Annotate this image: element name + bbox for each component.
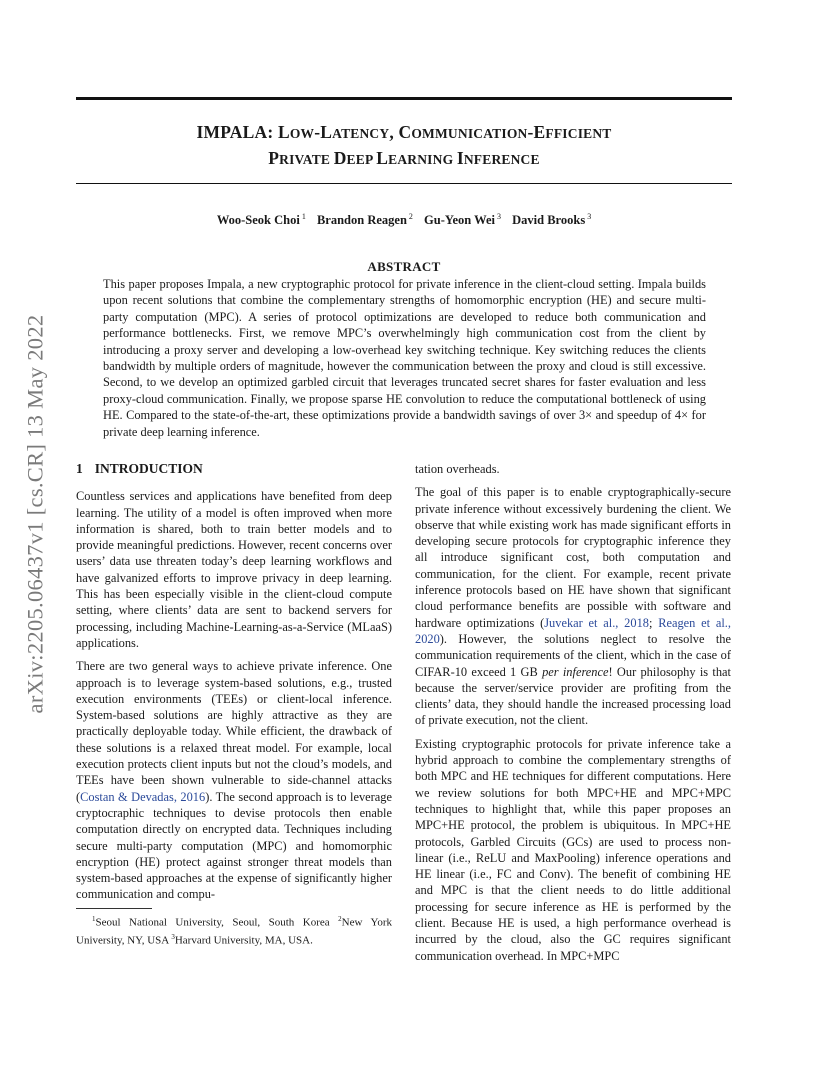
abstract-heading: ABSTRACT (367, 259, 441, 274)
title-segment: ATENCY (332, 126, 390, 141)
section-heading-introduction (76, 461, 392, 477)
arxiv-identifier-stamp: arXiv:2205.06437v1 [cs.CR] 13 May 2022 (22, 314, 47, 714)
title-segment: -E (527, 122, 546, 142)
author: Brandon Reagen $^2$ (316, 212, 413, 228)
section-title: INTRODUCTION (94, 461, 203, 476)
title-line-1 (196, 122, 611, 142)
title-line-2 (268, 148, 539, 168)
citation-link[interactable]: Costan & Devadas, 2016 (80, 789, 206, 804)
abstract-text: This paper proposes Impala, a new cryptographic protocol for private inference in the client-cloud setting. Impala builds upon recent solutions that combine the complementary strengths of homomorphic encryption (HE) and secure multi-party computation (MPC). A series of protocol optimizations are developed to reduce both communication and performance bottlenecks. First, we remove MPC’s overwhelmingly high communication cost from the client by introducing a proxy server and developing a low-overhead key switching technique. Key switching reduces the clients bandwidth by multiple orders of magnitude, however the communication between the proxy and cloud is still excessive. Second, to we develop an optimized garbled circuit that leverages truncated secret shares for faster evaluation and less proxy-cloud communication. Finally, we propose sparse HE convolution to reduce the computational bottleneck of using HE. Compared to the state-of-the-art, these optimizations provide a bandwidth savings of over 3× and speedup of 4× for private deep learning inference. (103, 277, 706, 439)
author: David Brooks $^3$ (512, 212, 592, 228)
title-segment: IMPALA: L (196, 122, 290, 142)
title-segment: EARNING (388, 152, 457, 167)
paper-title (76, 120, 732, 172)
title-top-rule (76, 97, 732, 100)
title-segment: -L (314, 122, 333, 142)
title-segment: RIVATE (279, 152, 334, 167)
right-column (415, 461, 731, 971)
title-segment: OMMUNICATION (411, 126, 528, 141)
intro-paragraph-4: Existing cryptographic protocols for private inference take a hybrid approach to combine the complementary strengths of both MPC and HE techniques for different computations. Here we review solutions for both MPC+HE and MPC+MPC techniques to highlight that, while this paper proposes an MPC+HE protocol, the problem is ubiquitous. In MPC+HE protocols, Garbled Circuits (GCs) are used to process non-linear (i.e., ReLU and MaxPooling) inference operations and HE linear (i.e., FC and Conv). The benefit of combining HE and MPC is that the client needs to do little additional processing for secure inference as HE is performed by the client. Because HE is used, a high performance overhead is incurred by the cloud, also the GC requires significant communication overhead. In MPC+MPC (415, 736, 731, 963)
title-segment: NFERENCE (463, 152, 540, 167)
affiliation-footnote: $^1$Seoul National University, Seoul, South Korea $^2$New York University, NY, USA $^3$Harvard University, MA, USA. (76, 915, 392, 947)
title-bottom-rule (76, 183, 732, 184)
author: Gu-Yeon Wei $^3$ (424, 212, 501, 228)
title-segment: EEP (346, 152, 377, 167)
title-segment: OW (289, 126, 315, 141)
title-segment: , C (389, 122, 412, 142)
title-segment: D (333, 148, 347, 168)
title-segment: L (376, 148, 389, 168)
section-number: 1 (76, 461, 83, 476)
title-segment: I (456, 148, 464, 168)
intro-paragraph-2: There are two general ways to achieve private inference. One approach is to leverage system-based solutions, e.g., trusted execution environments (TEEs) or client-local inference. System-based solutions are highly attractive as they are practically deployable today. While efficient, the drawback of these solutions is a relaxed threat model. For example, local execution protects client inputs but not the cloud’s models, and TEEs have been shown vulnerable to side-channel attacks (Costan & Devadas, 2016). The second approach is to leverage cryptocraphic techniques to devise protocols then enable computation directly on encrypted data. Techniques including secure multi-party computation (MPC) and homomorphic encryption (HE) protect against stronger threat models than system-based approaches at the expense of significantly higher communication and compu- (76, 659, 393, 902)
citation-link[interactable]: Reagen et al., 2020 (415, 615, 731, 646)
author: Woo-Seok Choi $^1$ (216, 212, 306, 228)
footnote-rule (76, 908, 152, 909)
author-list (76, 212, 732, 228)
citation-link[interactable]: Juvekar et al., 2018 (544, 615, 649, 630)
intro-paragraph-3: The goal of this paper is to enable cryptographically-secure private inference without excessively burdening the client. We observe that while existing work has made significant efforts in developing secure protocols for cryptographic inference they all introduce significant cost, both computation and communication, for the client. For example, recent private inference protocols based on HE have shown that significant cloud performance benefits are possible with software and hardware optimizations (Juvekar et al., 2018; Reagen et al., 2020). However, the solutions neglect to resolve the communication requirements of the client, which in the case of CIFAR-10 exceed 1 GB per inference! Our philosophy is that because the server/service provider are profiting from the clients’ data, they should handle the increased processing load of private execution, not the client. (415, 485, 731, 728)
left-column (76, 461, 392, 910)
title-segment: P (268, 148, 280, 168)
paragraph-continuation: tation overheads. (415, 462, 500, 476)
title-segment: FFICIENT (545, 126, 612, 141)
intro-paragraph-1: Countless services and applications have benefited from deep learning. The utility of a model is often improved when more information is shared, both to train better models and to provide meaningful predictions. However, recent concerns over users’ data use threaten today’s deep learning workflows and have galvanized efforts to improve privacy in deep learning. This has been especially visible in the client-cloud compute setting, where clients’ data are sent to backend servers for processing, including Machine-Learning-as-a-Service (MLaaS) applications. (76, 489, 392, 650)
